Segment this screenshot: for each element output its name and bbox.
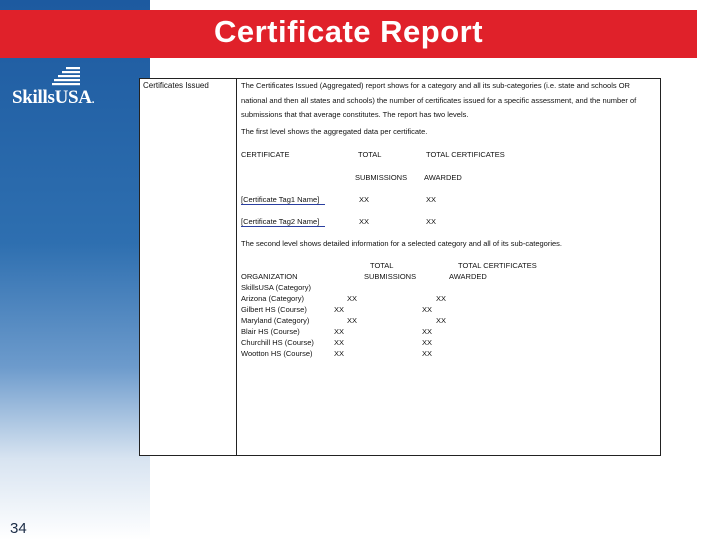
- page-number: 34: [10, 520, 27, 537]
- l2-header-submissions: SUBMISSIONS: [364, 272, 417, 281]
- tag2-total: XX: [359, 217, 370, 226]
- org-row-name: Arizona (Category): [241, 294, 304, 303]
- l2-header-awarded: AWARDED: [449, 272, 487, 281]
- org-row-total: XX: [334, 338, 345, 347]
- column-divider: [236, 78, 237, 456]
- section-label: Certificates Issued: [143, 81, 209, 90]
- col-header-total-certificates: TOTAL CERTIFICATES: [426, 150, 505, 159]
- org-row-total: XX: [347, 316, 358, 325]
- level1-intro: The first level shows the aggregated data per certificate.: [241, 127, 428, 136]
- l2-header-organization: ORGANIZATION: [241, 272, 298, 281]
- tag1-awarded: XX: [426, 195, 437, 204]
- certificate-tag1-link[interactable]: [Certificate Tag1 Name]: [241, 195, 325, 205]
- col-header-total: TOTAL: [358, 150, 382, 159]
- org-row-name: Churchill HS (Course): [241, 338, 314, 347]
- tag2-awarded: XX: [426, 217, 437, 226]
- l2-header-total-certificates: TOTAL CERTIFICATES: [458, 261, 537, 270]
- logo-stripes-icon: [52, 66, 92, 88]
- tag1-total: XX: [359, 195, 370, 204]
- l2-header-total: TOTAL: [370, 261, 394, 270]
- org-row-awarded: XX: [422, 327, 433, 336]
- page-title: Certificate Report: [213, 14, 484, 49]
- org-row-awarded: XX: [422, 338, 433, 347]
- skillsusa-logo: [12, 66, 102, 108]
- org-row-name: Maryland (Category): [241, 316, 310, 325]
- certificate-tag2-link[interactable]: [Certificate Tag2 Name]: [241, 217, 325, 227]
- level2-intro: The second level shows detailed information for a selected category and all of its sub-categories.: [241, 239, 563, 248]
- col-header-certificate: CERTIFICATE: [241, 150, 290, 159]
- description-paragraph: The Certificates Issued (Aggregated) report shows for a category and all its sub-categories (i.e. state and schools OR national and then all states and schools) the number of certificates issued for a specific assessment, and the number of submissions that that average constitutes. The report has two levels.: [241, 81, 637, 119]
- org-row-awarded: XX: [422, 305, 433, 314]
- org-row-name: Wootton HS (Course): [241, 349, 313, 358]
- org-row-total: XX: [347, 294, 358, 303]
- org-row-total: XX: [334, 349, 345, 358]
- org-row-name: Blair HS (Course): [241, 327, 300, 336]
- col-header-awarded: AWARDED: [424, 173, 462, 182]
- col-header-submissions: SUBMISSIONS: [355, 173, 408, 182]
- org-row-awarded: XX: [436, 294, 447, 303]
- org-row-name: Gilbert HS (Course): [241, 305, 307, 314]
- logo-wordmark: SkillsUSA.: [12, 87, 95, 108]
- org-row-total: XX: [334, 327, 345, 336]
- org-row-name: SkillsUSA (Category): [241, 283, 312, 292]
- org-row-total: XX: [334, 305, 345, 314]
- org-row-awarded: XX: [436, 316, 447, 325]
- sidebar-panel: [0, 0, 150, 540]
- org-row-awarded: XX: [422, 349, 433, 358]
